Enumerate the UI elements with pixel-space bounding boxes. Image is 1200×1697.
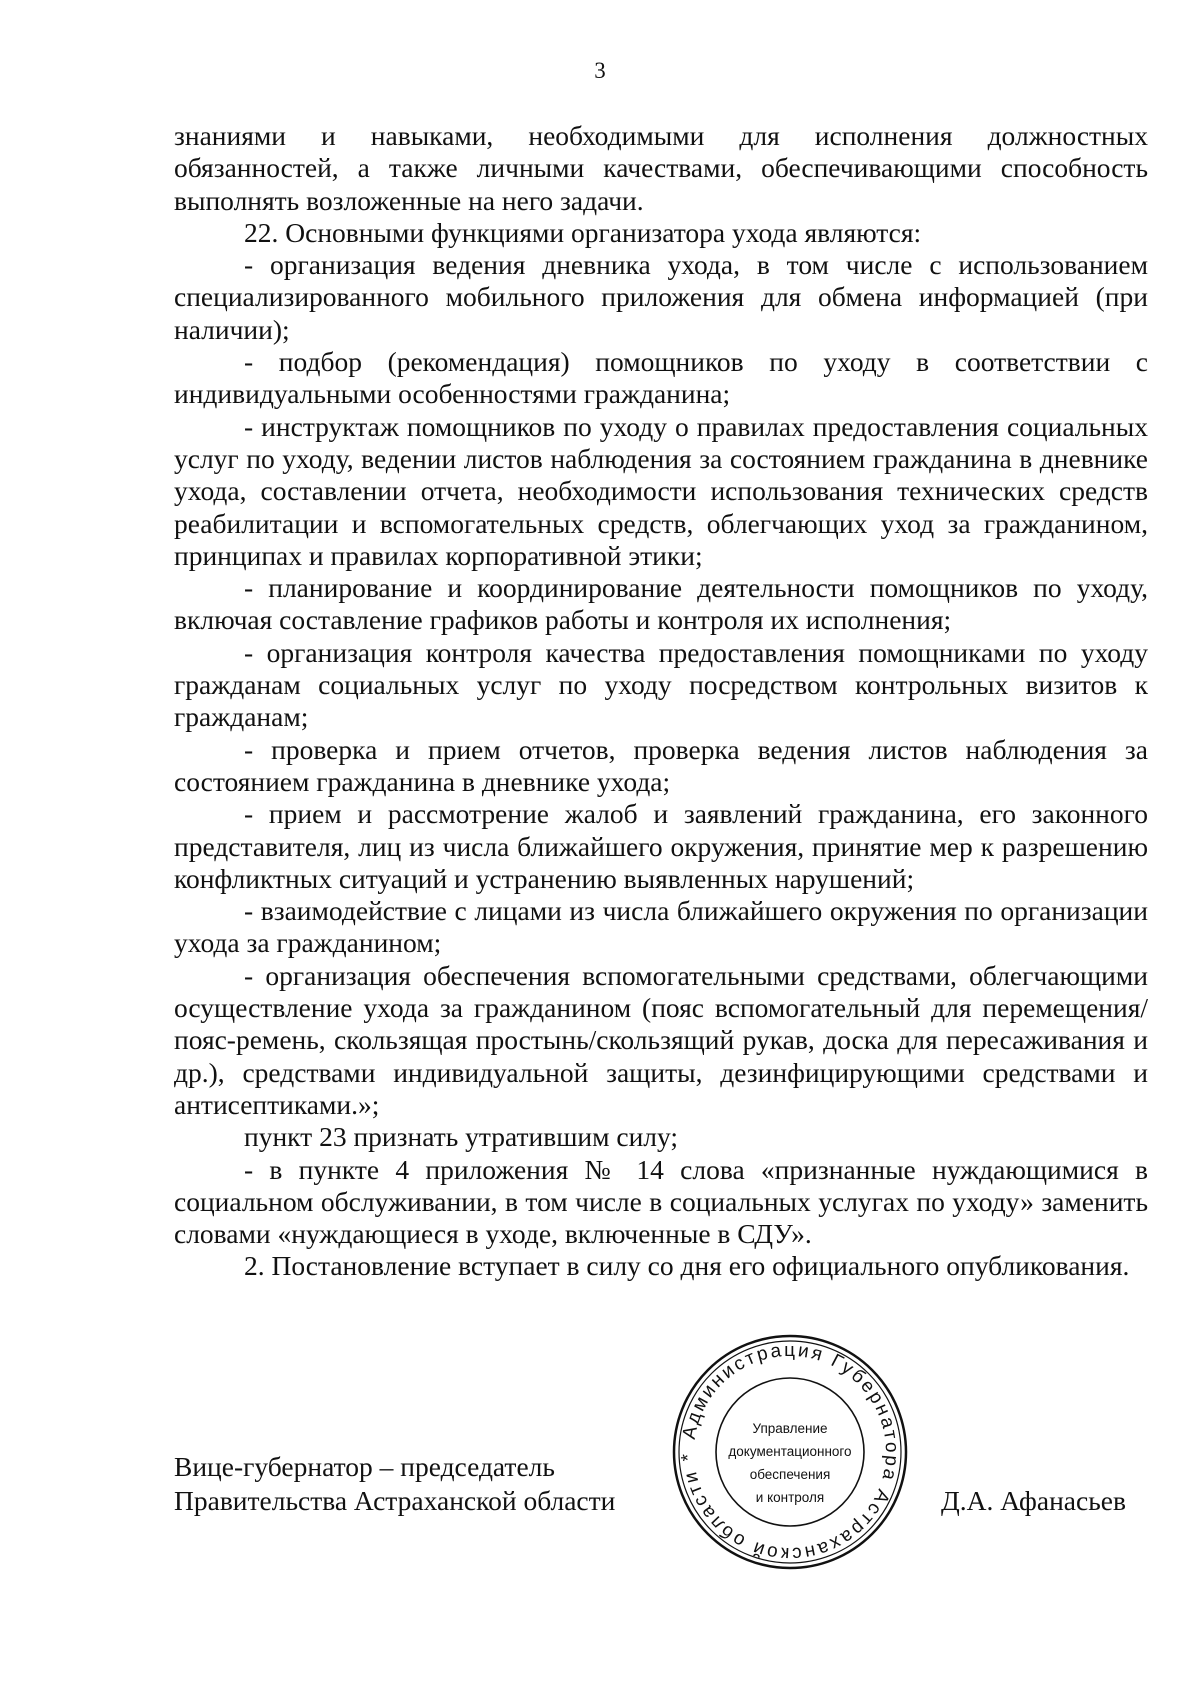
list-item-planning: - планирование и координирование деятельности помощников по уходу, включая составление графиков работы и контроля их исполнения; bbox=[174, 572, 1148, 636]
paragraph-clause-23: пункт 23 признать утратившим силу; bbox=[244, 1121, 679, 1153]
document-body bbox=[174, 120, 1148, 1283]
signature-position-line-1: Вице-губернатор – председатель bbox=[174, 1451, 555, 1482]
stamp-center-line-4: и контроля bbox=[755, 1490, 825, 1505]
stamp-center-line-3: обеспечения bbox=[749, 1467, 831, 1482]
list-item-interaction: - взаимодействие с лицами из числа ближайшего окружения по организации ухода за гражданином; bbox=[174, 895, 1148, 959]
list-item-diary: - организация ведения дневника ухода, в том числе с использованием специализированного мобильного приложения для обмена информацией (при наличии); bbox=[174, 249, 1148, 345]
list-item-quality-control: - организация контроля качества предоставления помощниками по уходу гражданам социальных услуг по уходу посредством контрольных визитов к гражданам; bbox=[174, 636, 1148, 733]
stamp-center-line-1: Управление bbox=[752, 1421, 828, 1436]
signer-name: Д.А. Афанасьев bbox=[941, 1485, 1126, 1516]
page-number: 3 bbox=[594, 58, 606, 83]
official-stamp bbox=[670, 1332, 910, 1572]
stamp-ring-textpath: Администрация Губернатора Астраханской области * bbox=[677, 1339, 903, 1565]
paragraph-item-22: 22. Основными функциями организатора ухода являются: bbox=[244, 216, 922, 248]
stamp-graphic bbox=[670, 1332, 910, 1572]
list-item-selection: - подбор (рекомендация) помощников по уходу в соответствии с индивидуальными особенностями гражданина; bbox=[174, 346, 1148, 410]
stamp-center-line-2: документационного bbox=[728, 1444, 852, 1459]
list-item-instruction: - инструктаж помощников по уходу о правилах предоставления социальных услуг по уходу, ведении листов наблюдения за состоянием гражданина в дневнике ухода, составлении отчета, необходимости использования технических средств реабилитации и вспомогательных средств, облегчающих уход за гражданином, принципах и правилах корпоративной этики; bbox=[174, 410, 1148, 571]
list-item-complaints: - прием и рассмотрение жалоб и заявлений гражданина, его законного представителя, лиц из числа ближайшего окружения, принятие мер к разрешению конфликтных ситуаций и устранению выявленных нарушений; bbox=[174, 798, 1148, 894]
paragraph-effective-date: 2. Постановление вступает в силу со дня его официального опубликования. bbox=[244, 1250, 1130, 1282]
paragraph-appendix-14: - в пункте 4 приложения № 14 слова «признанные нуждающимися в социальном обслуживании, в том числе в социальных услугах по уходу» заменить словами «нуждающиеся в уходе, включенные в СДУ». bbox=[174, 1153, 1148, 1250]
paragraph-continuation: знаниями и навыками, необходимыми для исполнения должностных обязанностей, а также личными качествами, обеспечивающими способность выполнять возложенные на него задачи. bbox=[174, 120, 1148, 216]
signature-position-line-2: Правительства Астраханской области bbox=[174, 1485, 616, 1516]
list-item-reports: - проверка и прием отчетов, проверка ведения листов наблюдения за состоянием гражданина в дневнике ухода; bbox=[174, 733, 1148, 797]
signature-position bbox=[174, 1450, 615, 1518]
list-item-supplies: - организация обеспечения вспомогательными средствами, облегчающими осуществление ухода за гражданином (пояс вспомогательный для перемещения/пояс-ремень, скользящая простынь/скользящий рукав, доска для пересаживания и др.), средствами индивидуальной защиты, дезинфицирующими средствами и антисептиками.»; bbox=[174, 959, 1148, 1120]
